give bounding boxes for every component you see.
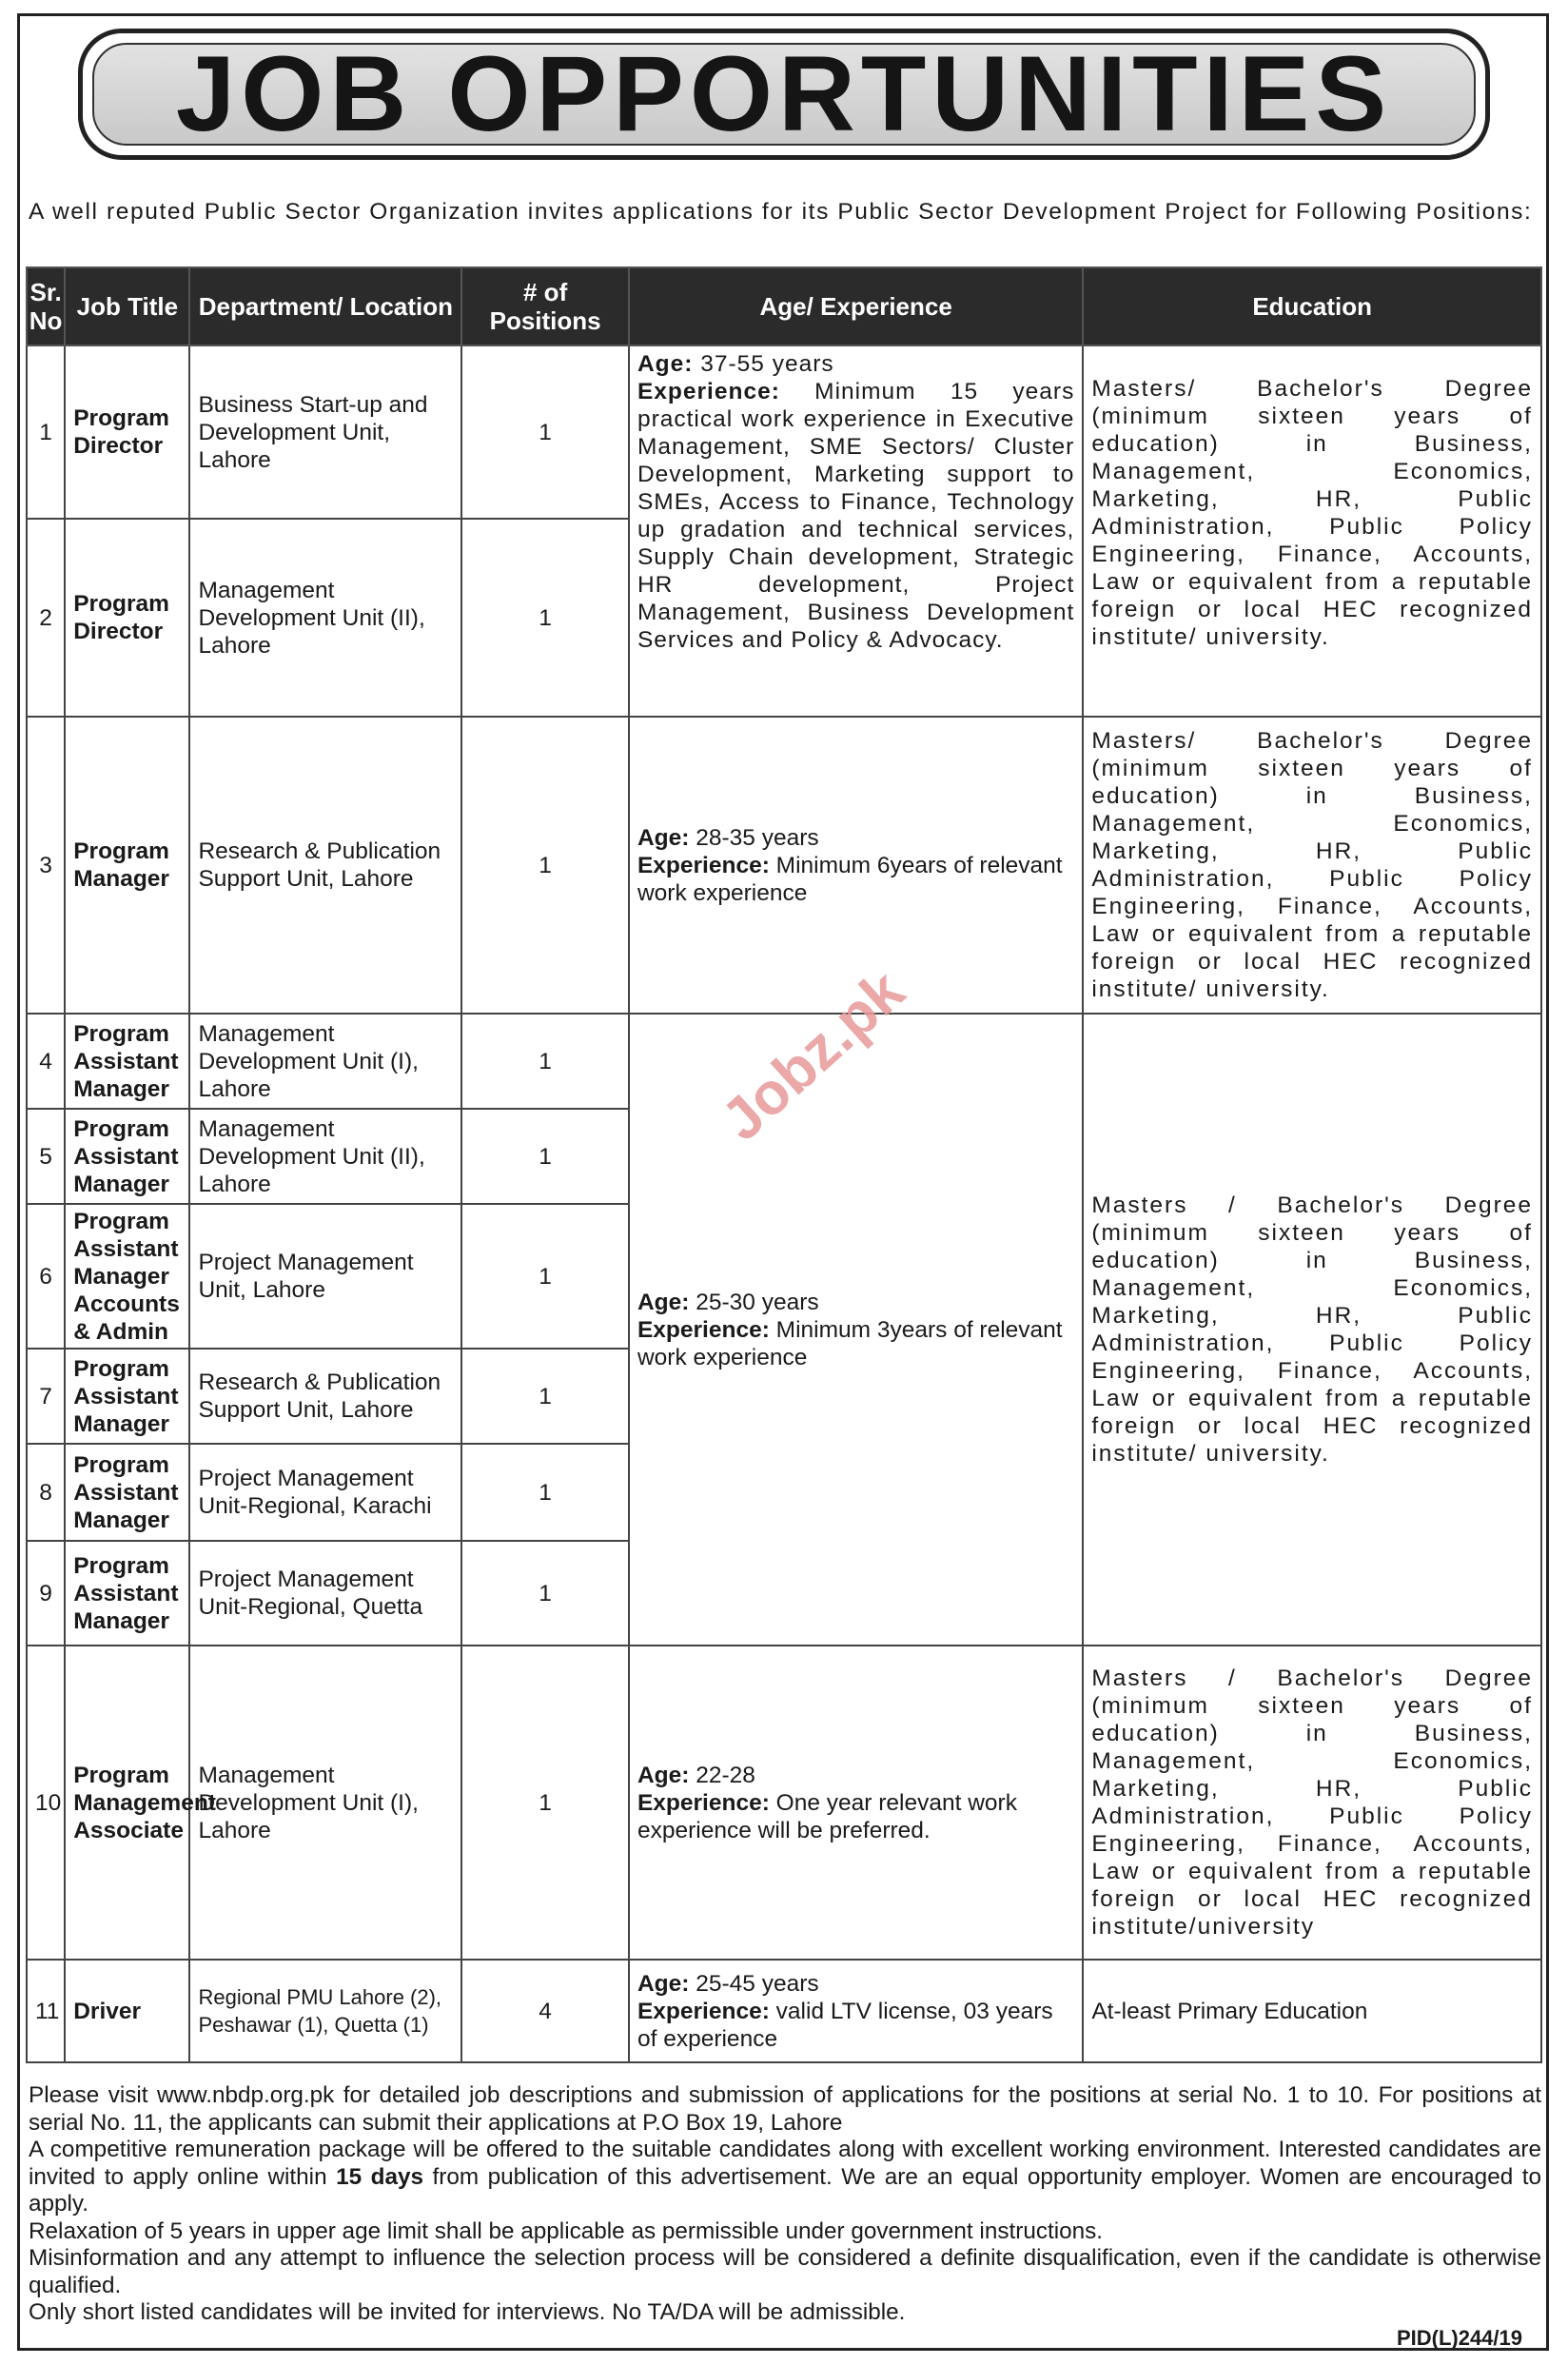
age-experience-assistant [629, 1014, 1083, 1646]
header-job-title: Job Title [65, 267, 189, 345]
row-job-title: Program Assistant Manager [65, 1109, 189, 1204]
row-positions: 4 [461, 1960, 629, 2062]
row-department: Project Management Unit-Regional, Quetta [189, 1541, 461, 1646]
page-title: JOB OPPORTUNITIES [175, 34, 1393, 153]
header-education: Education [1083, 267, 1541, 345]
age-value: 25-30 years [689, 1289, 819, 1315]
experience-value: valid LTV license, 03 years of experience [637, 1998, 1053, 2052]
row-department: Management Development Unit (I), Lahore [189, 1646, 461, 1960]
footer-note-apply: Please visit www.nbdp.org.pk for detailed job descriptions and submission of applications for the positions at serial No. 1 to 10. For positions at serial No. 11, the applicants can submit their applications at P.O Box 19, Lahore [29, 2082, 1541, 2136]
pid-code: PID(L)244/19 [1396, 2326, 1522, 2350]
intro-text: A well reputed Public Sector Organization invites applications for its Public Sector Development Project for Following Positions: [29, 199, 1533, 225]
age-experience-manager [629, 717, 1083, 1014]
experience-label: Experience: [637, 1998, 770, 2024]
row-sr: 8 [27, 1444, 65, 1541]
header-sr-no: Sr. No [27, 267, 65, 345]
row-sr: 3 [27, 717, 65, 1014]
age-label: Age: [637, 824, 690, 851]
row-positions: 1 [461, 717, 629, 1014]
row-job-title: Program Management Associate [65, 1646, 189, 1960]
row-job-title: Driver [65, 1960, 189, 2062]
header-positions: # of Positions [461, 267, 629, 345]
row-department: Project Management Unit-Regional, Karachi [189, 1444, 461, 1541]
row-department: Regional PMU Lahore (2), Peshawar (1), Quetta (1) [189, 1960, 461, 2062]
experience-label: Experience: [637, 852, 770, 878]
education-director: Masters/ Bachelor's Degree (minimum sixteen years of education) in Business, Management, Economics, Marketing, HR, Public Administration, Public Policy Engineering, Finance, Accounts, Law or equivalent from a reputable foreign or local HEC recognized institute/ university. [1083, 345, 1541, 717]
row-department: Research & Publication Support Unit, Lahore [189, 717, 461, 1014]
education-manager: Masters/ Bachelor's Degree (minimum sixteen years of education) in Business, Management, Economics, Marketing, HR, Public Administration, Public Policy Engineering, Finance, Accounts, Law or equivalent from a reputable foreign or local HEC recognized institute/ university. [1083, 717, 1541, 1014]
row-job-title: Program Assistant Manager Accounts & Admin [65, 1204, 189, 1349]
experience-label: Experience: [637, 1316, 770, 1343]
age-label: Age: [637, 1762, 690, 1788]
footer-note-relaxation: Relaxation of 5 years in upper age limit shall be applicable as permissible under government instructions. [29, 2217, 1104, 2244]
row-sr: 6 [27, 1204, 65, 1349]
row-positions: 1 [461, 1014, 629, 1109]
table-header-row [27, 267, 1541, 345]
row-positions: 1 [461, 1204, 629, 1349]
footer-note-remuneration [29, 2137, 1541, 2218]
footer-note-misinformation: Misinformation and any attempt to influence the selection process will be considered a definite disqualification, even if the candidate is otherwise qualified. [29, 2245, 1541, 2298]
jobs-table [26, 266, 1542, 2063]
experience-value: One year relevant work experience will be preferred. [637, 1789, 1017, 1843]
row-job-title: Program Assistant Manager [65, 1014, 189, 1109]
education-driver: At-least Primary Education [1083, 1960, 1541, 2062]
age-value: 37-55 years [693, 351, 834, 377]
row-job-title: Program Assistant Manager [65, 1444, 189, 1541]
age-experience-driver [629, 1960, 1083, 2062]
row-job-title: Program Assistant Manager [65, 1349, 189, 1444]
row-department: Project Management Unit, Lahore [189, 1204, 461, 1349]
row-sr: 9 [27, 1541, 65, 1646]
row-department: Management Development Unit (II), Lahore [189, 1109, 461, 1204]
header-age-experience: Age/ Experience [629, 267, 1083, 345]
row-job-title: Program Director [65, 519, 189, 717]
experience-label: Experience: [637, 379, 780, 404]
row-department: Business Start-up and Development Unit, Lahore [189, 345, 461, 519]
row-positions: 1 [461, 519, 629, 717]
row-positions: 1 [461, 345, 629, 519]
age-value: 22-28 [689, 1762, 755, 1788]
row-department: Management Development Unit (II), Lahore [189, 519, 461, 717]
header-department: Department/ Location [189, 267, 461, 345]
experience-value: Minimum 15 years practical work experience in Executive Management, SME Sectors/ Cluster Development, Marketing support to SMEs, Access to Finance, Technology up gradation and technical services, Supply Chain development, Strategic HR development, Project Management, Business Development Services and Policy & Advocacy. [637, 379, 1075, 653]
table-row [27, 1960, 1541, 2062]
age-label: Age: [637, 351, 694, 377]
age-value: 25-45 years [689, 1970, 819, 1997]
education-assistant: Masters / Bachelor's Degree (minimum sixteen years of education) in Business, Management, Economics, Marketing, HR, Public Administration, Public Policy Engineering, Finance, Accounts, Law or equivalent from a reputable foreign or local HEC recognized institute/ university. [1083, 1014, 1541, 1646]
age-experience-associate [629, 1646, 1083, 1960]
row-sr: 5 [27, 1109, 65, 1204]
row-sr: 11 [27, 1960, 65, 2062]
row-sr: 1 [27, 345, 65, 519]
row-job-title: Program Manager [65, 717, 189, 1014]
experience-label: Experience: [637, 1789, 770, 1816]
row-positions: 1 [461, 1541, 629, 1646]
age-value: 28-35 years [689, 824, 819, 851]
footer-note-text: from publication of this advertisement. We are an equal opportunity employer. Women are encouraged to apply. [29, 2163, 1541, 2217]
row-department: Management Development Unit (I), Lahore [189, 1014, 461, 1109]
age-label: Age: [637, 1970, 690, 1997]
row-positions: 1 [461, 1109, 629, 1204]
row-positions: 1 [461, 1349, 629, 1444]
row-job-title: Program Director [65, 345, 189, 519]
table-row [27, 717, 1541, 1014]
experience-value: Minimum 3years of relevant work experience [637, 1316, 1063, 1370]
footer-note-shortlist: Only short listed candidates will be invited for interviews. No TA/DA will be admissible. [29, 2299, 906, 2325]
row-sr: 4 [27, 1014, 65, 1109]
row-department: Research & Publication Support Unit, Lahore [189, 1349, 461, 1444]
row-sr: 2 [27, 519, 65, 717]
age-label: Age: [637, 1289, 690, 1315]
table-row [27, 1646, 1541, 1960]
row-positions: 1 [461, 1646, 629, 1960]
row-sr: 10 [27, 1646, 65, 1960]
watermark: Jobz.pk [709, 957, 917, 1154]
title-banner [78, 29, 1490, 160]
footer-notes [29, 2082, 1541, 2327]
row-sr: 7 [27, 1349, 65, 1444]
row-positions: 1 [461, 1444, 629, 1541]
table-row [27, 345, 1541, 519]
experience-value: Minimum 6years of relevant work experience [637, 852, 1063, 906]
title-banner-inner [92, 34, 1476, 153]
footer-note-text: A competitive remuneration package will be offered to the suitable candidates along with excellent working environment. Interested candidates are invited to apply online within [29, 2137, 1541, 2190]
age-experience-director [629, 345, 1083, 717]
education-associate: Masters / Bachelor's Degree (minimum sixteen years of education) in Business, Management, Economics, Marketing, HR, Public Administration, Public Policy Engineering, Finance, Accounts, Law or equivalent from a reputable foreign or local HEC recognized institute/university [1083, 1646, 1541, 1960]
deadline-days: 15 days [336, 2163, 424, 2190]
row-job-title: Program Assistant Manager [65, 1541, 189, 1646]
